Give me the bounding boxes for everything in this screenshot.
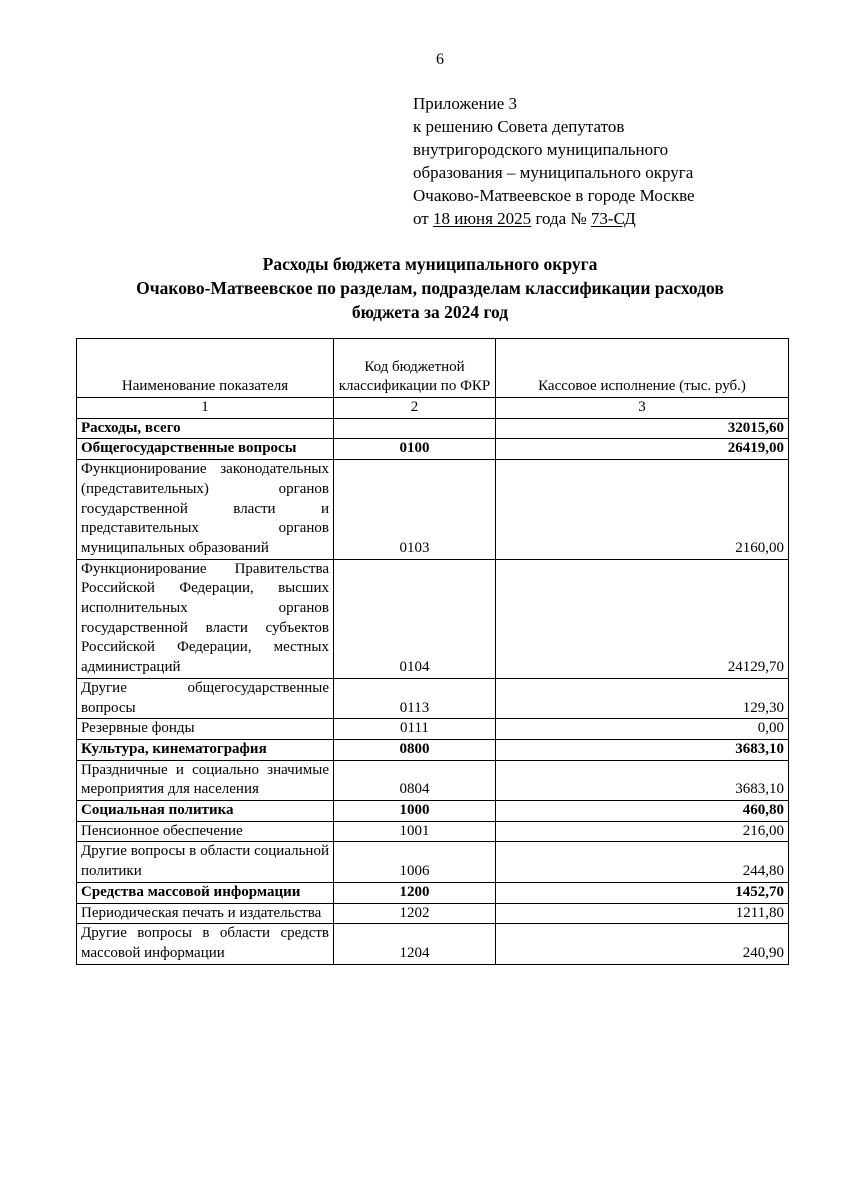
document-title (60, 252, 800, 324)
appendix-line: образования – муниципального округа (413, 163, 694, 182)
table-header-row (77, 339, 789, 398)
title-line: Расходы бюджета муниципального округа (262, 254, 598, 274)
appendix-line: к решению Совета депутатов (413, 117, 625, 136)
table-row (77, 903, 789, 924)
row-name: Пенсионное обеспечение (77, 821, 334, 842)
table-row (77, 418, 789, 439)
row-code: 1001 (334, 821, 496, 842)
table-row (77, 439, 789, 460)
decision-prefix: от (413, 209, 429, 228)
table-row (77, 678, 789, 718)
budget-table (76, 338, 789, 965)
row-code: 0113 (334, 678, 496, 718)
row-code: 0111 (334, 719, 496, 740)
row-code: 1202 (334, 903, 496, 924)
row-name: Расходы, всего (77, 418, 334, 439)
row-name: Резервные фонды (77, 719, 334, 740)
row-amount: 129,30 (496, 678, 789, 718)
row-name: Культура, кинематография (77, 739, 334, 760)
row-amount: 1452,70 (496, 882, 789, 903)
row-code: 0103 (334, 460, 496, 560)
row-name: Другие вопросы в области социальной политики (77, 842, 334, 882)
row-amount: 0,00 (496, 719, 789, 740)
appendix-decision-line (413, 207, 695, 230)
row-amount: 216,00 (496, 821, 789, 842)
row-amount: 240,90 (496, 924, 789, 964)
row-amount: 460,80 (496, 801, 789, 822)
row-code: 0800 (334, 739, 496, 760)
column-number: 2 (334, 398, 496, 419)
row-code: 1000 (334, 801, 496, 822)
row-name: Периодическая печать и издательства (77, 903, 334, 924)
decision-number: 73-СД (590, 209, 636, 228)
title-line: бюджета за 2024 год (351, 302, 509, 322)
row-code: 0100 (334, 439, 496, 460)
table-row (77, 760, 789, 800)
row-amount: 3683,10 (496, 760, 789, 800)
table-row (77, 460, 789, 560)
row-name: Функционирование законодательных (представительных) органов государственной власти и представительных органов муниципальных образований (77, 460, 334, 560)
row-amount: 32015,60 (496, 418, 789, 439)
table-row (77, 559, 789, 678)
header-execution: Кассовое исполнение (тыс. руб.) (496, 339, 789, 398)
column-number: 3 (496, 398, 789, 419)
row-name: Социальная политика (77, 801, 334, 822)
page-number: 6 (436, 51, 444, 68)
row-amount: 3683,10 (496, 739, 789, 760)
title-line: Очаково-Матвеевское по разделам, подразделам классификации расходов (136, 278, 724, 298)
row-amount: 244,80 (496, 842, 789, 882)
header-code: Код бюджетной классификации по ФКР (334, 339, 496, 398)
column-number: 1 (77, 398, 334, 419)
row-code: 0804 (334, 760, 496, 800)
row-name: Функционирование Правительства Российской Федерации, высших исполнительных органов государственной власти субъектов Российской Федерации, местных администраций (77, 559, 334, 678)
row-amount: 24129,70 (496, 559, 789, 678)
row-name: Средства массовой информации (77, 882, 334, 903)
appendix-header (413, 92, 695, 230)
row-amount: 2160,00 (496, 460, 789, 560)
table-row (77, 924, 789, 964)
appendix-line: Приложение 3 (413, 94, 517, 113)
row-name: Другие вопросы в области средств массовой информации (77, 924, 334, 964)
row-code: 1200 (334, 882, 496, 903)
appendix-line: внутригородского муниципального (413, 140, 669, 159)
table-row (77, 739, 789, 760)
table-row (77, 719, 789, 740)
row-name: Праздничные и социально значимые мероприятия для населения (77, 760, 334, 800)
header-name: Наименование показателя (77, 339, 334, 398)
row-name: Общегосударственные вопросы (77, 439, 334, 460)
table-row (77, 842, 789, 882)
row-code: 1204 (334, 924, 496, 964)
table-row (77, 801, 789, 822)
decision-date: 18 июня 2025 (432, 209, 532, 228)
table-row (77, 882, 789, 903)
row-code: 0104 (334, 559, 496, 678)
row-amount: 1211,80 (496, 903, 789, 924)
appendix-line: Очаково-Матвеевское в городе Москве (413, 186, 695, 205)
row-name: Другие общегосударственные вопросы (77, 678, 334, 718)
table-row (77, 821, 789, 842)
decision-middle: года № (535, 209, 587, 228)
column-number-row (77, 398, 789, 419)
row-code: 1006 (334, 842, 496, 882)
row-code (334, 418, 496, 439)
row-amount: 26419,00 (496, 439, 789, 460)
